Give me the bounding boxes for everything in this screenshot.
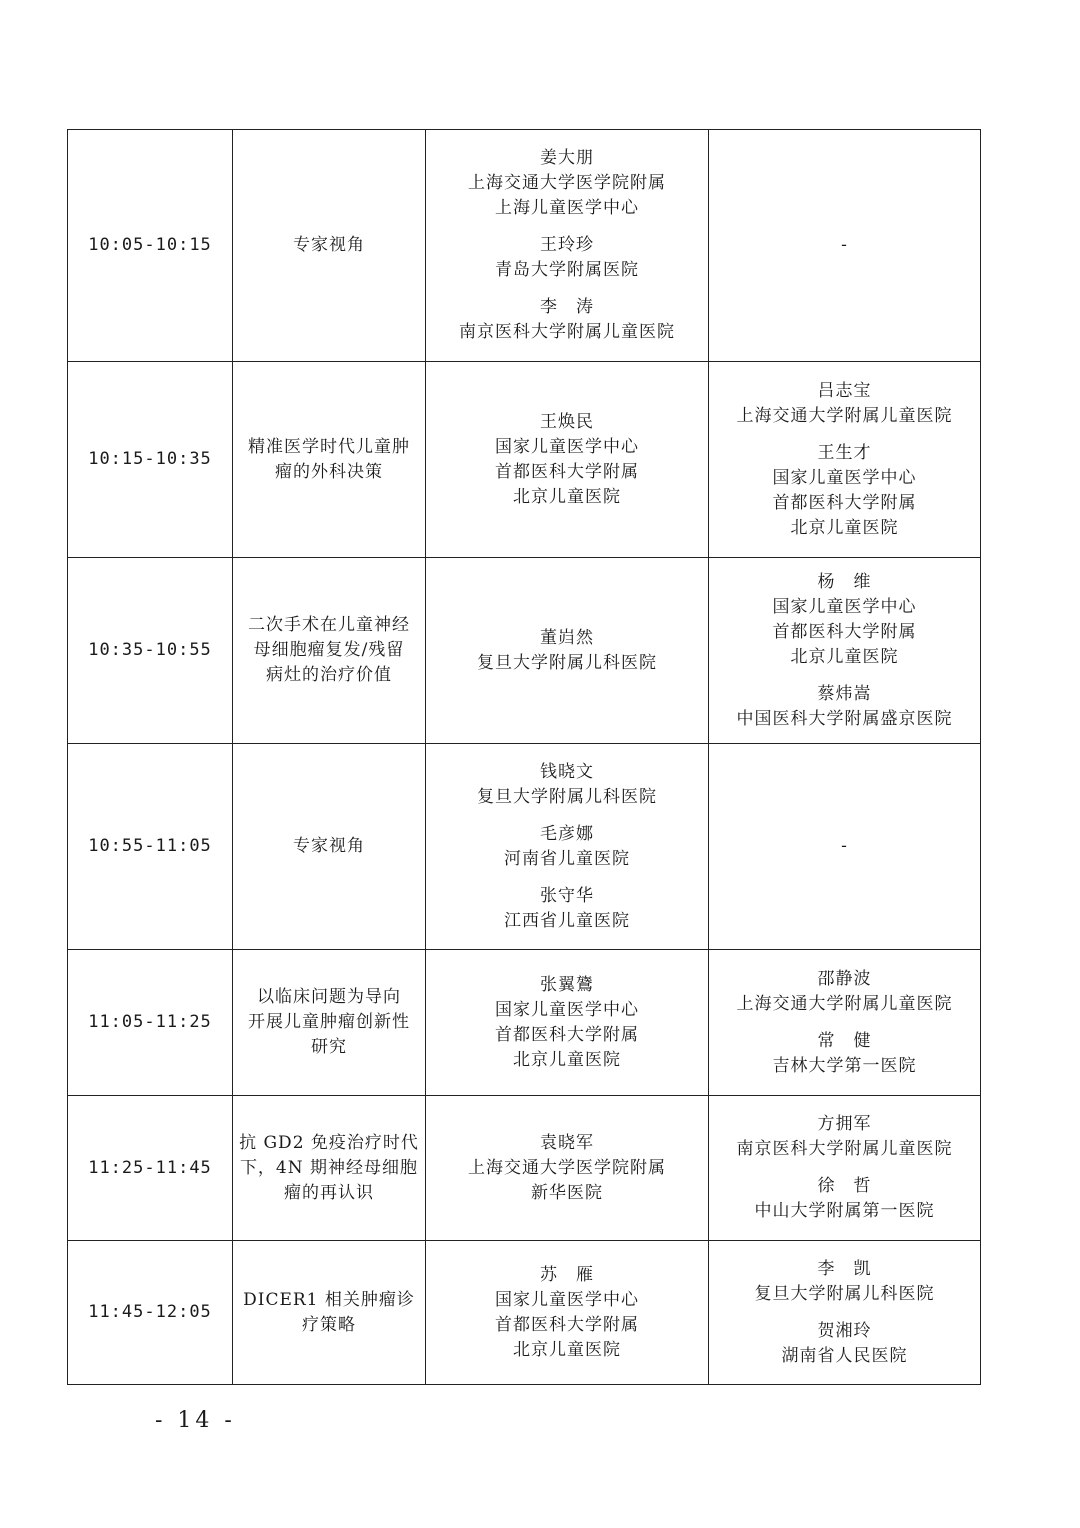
- time-slot: 11:05-11:25: [68, 950, 233, 1096]
- speaker-affiliation: 首都医科大学附属: [495, 1024, 639, 1045]
- discussant-cell: [709, 950, 981, 1096]
- topic-line: 下，4N 期神经母细胞: [239, 1157, 419, 1178]
- schedule-body: [68, 130, 981, 1385]
- topic-cell: [233, 950, 426, 1096]
- discussant-name: 杨 维: [817, 571, 872, 592]
- discussant-cell: [709, 744, 981, 950]
- schedule-row: [68, 1096, 981, 1241]
- schedule-row: [68, 558, 981, 744]
- discussant-entry: [713, 834, 976, 859]
- discussant-entry: [713, 570, 976, 670]
- time-slot: 10:35-10:55: [68, 558, 233, 744]
- discussant-affiliation: 首都医科大学附属: [772, 492, 917, 513]
- speaker-name: 姜大朋: [540, 148, 594, 168]
- discussant-entry: [713, 1319, 976, 1369]
- discussant-name: 邵静波: [817, 968, 872, 989]
- discussant-name: 常 健: [817, 1030, 872, 1051]
- discussant-affiliation: 北京儿童医院: [790, 517, 899, 538]
- topic-line: 瘤的外科决策: [275, 461, 383, 482]
- speaker-entry: [430, 822, 704, 872]
- time-slot: 11:25-11:45: [68, 1096, 233, 1241]
- discussant-affiliation: 首都医科大学附属: [772, 621, 917, 642]
- topic-cell: [233, 1096, 426, 1241]
- discussant-entry: [713, 682, 976, 732]
- discussant-affiliation: 上海交通大学附属儿童医院: [736, 993, 953, 1014]
- discussant-name: 吕志宝: [817, 380, 872, 401]
- speaker-name: 王焕民: [540, 411, 594, 432]
- time-slot: 11:45-12:05: [68, 1241, 233, 1385]
- speaker-cell: [426, 558, 709, 744]
- speaker-entry: [430, 295, 704, 345]
- discussant-name: -: [841, 235, 848, 255]
- discussant-entry: [713, 1174, 976, 1224]
- speaker-name: 李 涛: [540, 297, 594, 317]
- discussant-entry: [713, 441, 976, 541]
- speaker-cell: [426, 130, 709, 362]
- speaker-entry: [430, 410, 704, 510]
- speaker-affiliation: 国家儿童医学中心: [495, 1289, 639, 1310]
- time-slot: 10:15-10:35: [68, 362, 233, 558]
- discussant-entry: [713, 1029, 976, 1079]
- schedule-row: [68, 744, 981, 950]
- discussant-cell: [709, 1096, 981, 1241]
- discussant-affiliation: 中国医科大学附属盛京医院: [736, 708, 953, 729]
- discussant-affiliation: 复旦大学附属儿科医院: [754, 1283, 935, 1304]
- speaker-entry: [430, 973, 704, 1073]
- schedule-row: [68, 362, 981, 558]
- speaker-name: 钱晓文: [540, 761, 594, 782]
- speaker-affiliation: 国家儿童医学中心: [495, 999, 639, 1020]
- speaker-affiliation: 首都医科大学附属: [495, 1314, 639, 1335]
- topic-line: 以临床问题为导向: [257, 987, 401, 1007]
- topic-cell: [233, 362, 426, 558]
- discussant-entry: [713, 379, 976, 429]
- speaker-entry: [430, 760, 704, 810]
- speaker-affiliation: 北京儿童医院: [513, 1049, 621, 1070]
- speaker-affiliation: 北京儿童医院: [513, 486, 621, 507]
- speaker-cell: [426, 744, 709, 950]
- time-slot: 10:05-10:15: [68, 130, 233, 362]
- schedule-table: [67, 129, 981, 1385]
- topic-cell: [233, 1241, 426, 1385]
- discussant-name: 蔡炜嵩: [817, 683, 872, 704]
- speaker-name: 苏 雁: [540, 1264, 594, 1285]
- discussant-name: 李 凯: [817, 1258, 872, 1279]
- topic-line: 病灶的治疗价值: [266, 665, 392, 685]
- schedule-row: [68, 130, 981, 362]
- speaker-affiliation: 南京医科大学附属儿童医院: [459, 322, 675, 342]
- speaker-entry: [430, 626, 704, 676]
- speaker-affiliation: 江西省儿童医院: [504, 910, 630, 931]
- discussant-affiliation: 国家儿童医学中心: [772, 467, 917, 488]
- discussant-name: 王生才: [817, 442, 872, 463]
- discussant-name: 徐 哲: [817, 1176, 872, 1196]
- speaker-affiliation: 国家儿童医学中心: [495, 436, 639, 457]
- discussant-cell: [709, 362, 981, 558]
- topic-line: 二次手术在儿童神经: [248, 615, 410, 635]
- speaker-entry: [430, 1263, 704, 1363]
- topic-line: 瘤的再认识: [284, 1182, 374, 1203]
- speaker-cell: [426, 950, 709, 1096]
- discussant-affiliation: 南京医科大学附属儿童医院: [736, 1139, 953, 1159]
- discussant-name: 方拥军: [817, 1114, 872, 1134]
- speaker-name: 董岿然: [540, 627, 594, 648]
- discussant-affiliation: 北京儿童医院: [790, 646, 899, 667]
- speaker-name: 张翼鷟: [540, 974, 594, 995]
- speaker-cell: [426, 1096, 709, 1241]
- discussant-cell: [709, 130, 981, 362]
- discussant-affiliation: 吉林大学第一医院: [772, 1055, 917, 1076]
- speaker-cell: [426, 362, 709, 558]
- speaker-name: 张守华: [540, 885, 594, 906]
- discussant-name: 贺湘玲: [817, 1320, 872, 1341]
- speaker-name: 毛彦娜: [540, 823, 594, 844]
- speaker-cell: [426, 1241, 709, 1385]
- discussant-affiliation: 中山大学附属第一医院: [754, 1201, 935, 1221]
- topic-line: DICER1 相关肿瘤诊: [243, 1289, 415, 1310]
- speaker-name: 王玲珍: [540, 235, 594, 255]
- speaker-affiliation: 上海儿童医学中心: [495, 198, 639, 218]
- topic-line: 专家视角: [293, 836, 365, 856]
- page-number: - 14 -: [155, 1408, 236, 1433]
- topic-line: 开展儿童肿瘤创新性: [248, 1012, 410, 1032]
- speaker-affiliation: 青岛大学附属医院: [495, 260, 639, 280]
- discussant-name: -: [841, 836, 848, 856]
- time-slot: 10:55-11:05: [68, 744, 233, 950]
- speaker-affiliation: 北京儿童医院: [513, 1339, 621, 1360]
- speaker-affiliation: 河南省儿童医院: [504, 848, 630, 869]
- discussant-entry: [713, 1112, 976, 1162]
- speaker-affiliation: 新华医院: [531, 1182, 603, 1203]
- speaker-affiliation: 首都医科大学附属: [495, 461, 639, 482]
- topic-line: 专家视角: [293, 235, 365, 255]
- schedule-row: [68, 1241, 981, 1385]
- speaker-name: 袁晓军: [540, 1132, 594, 1153]
- topic-line: 研究: [311, 1037, 347, 1057]
- speaker-entry: [430, 146, 704, 221]
- discussant-entry: [713, 967, 976, 1017]
- discussant-entry: [713, 1257, 976, 1307]
- topic-line: 精准医学时代儿童肿: [248, 436, 410, 457]
- topic-cell: [233, 558, 426, 744]
- speaker-affiliation: 复旦大学附属儿科医院: [477, 652, 657, 673]
- topic-cell: [233, 130, 426, 362]
- discussant-affiliation: 上海交通大学附属儿童医院: [736, 405, 953, 426]
- discussant-affiliation: 湖南省人民医院: [781, 1345, 908, 1366]
- schedule-row: [68, 950, 981, 1096]
- topic-line: 抗 GD2 免疫治疗时代: [239, 1132, 419, 1153]
- discussant-cell: [709, 1241, 981, 1385]
- topic-cell: [233, 744, 426, 950]
- topic-line: 母细胞瘤复发/残留: [253, 640, 405, 660]
- discussant-affiliation: 国家儿童医学中心: [772, 596, 917, 617]
- speaker-affiliation: 上海交通大学医学院附属: [468, 1157, 666, 1178]
- speaker-affiliation: 复旦大学附属儿科医院: [477, 786, 657, 807]
- discussant-entry: [713, 233, 976, 258]
- speaker-entry: [430, 233, 704, 283]
- speaker-affiliation: 上海交通大学医学院附属: [468, 173, 666, 193]
- discussant-cell: [709, 558, 981, 744]
- speaker-entry: [430, 884, 704, 934]
- speaker-entry: [430, 1131, 704, 1206]
- topic-line: 疗策略: [302, 1314, 356, 1335]
